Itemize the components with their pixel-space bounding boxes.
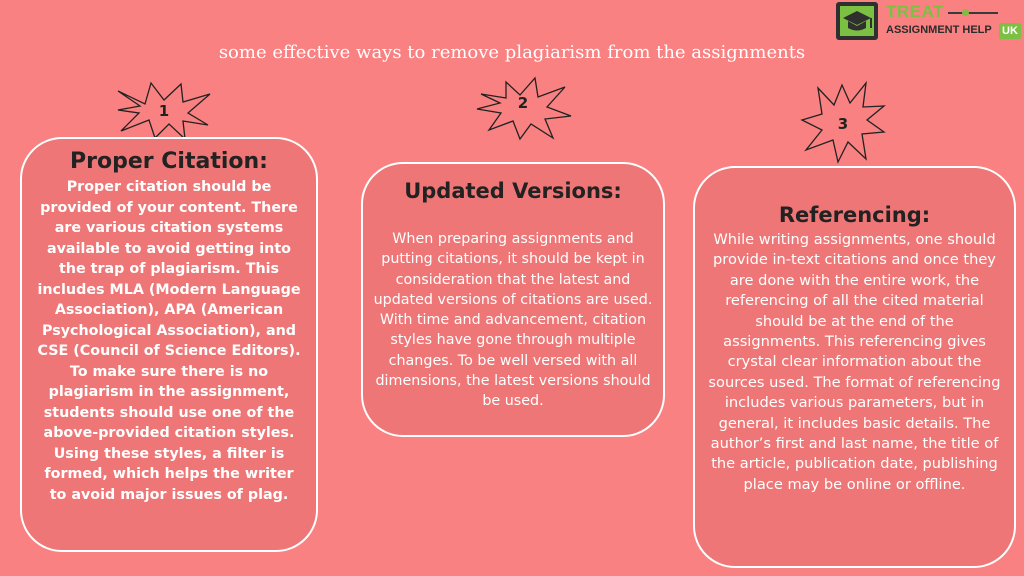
graduation-cap-icon [836, 2, 878, 40]
logo-brand-text: TREAT [886, 2, 944, 21]
step-3-heading: Referencing: [778, 203, 931, 227]
step-1-card [20, 137, 318, 552]
step-3-body: While writing assignments, one should provide in-text citations and once they are done with the entire work, the referencing of all the cited material should be at the end of the assignments. This referencing gives crystal clear information about the sources used. The format of referencing includes various parameters, but in general, it includes basic details. The author’s first and last name, the title of the article, publication date, publishing place may be online or offline. [708, 231, 1001, 493]
step-1-burst [115, 80, 213, 142]
logo-line [948, 12, 998, 14]
step-2-body: When preparing assignments and putting citations, it should be kept in consideration that the latest and updated versions of citations are used. With time and advancement, citation styles have gone through multiple changes. To be well versed with all dimensions, the latest versions should be used. [373, 231, 653, 410]
logo-dot [962, 9, 969, 16]
step-2-number: 2 [517, 94, 529, 112]
step-1-number: 1 [158, 102, 170, 120]
step-2-burst [473, 76, 573, 142]
step-2-card [361, 162, 665, 437]
step-1-body: Proper citation should be provided of your content. There are various citation systems available to avoid getting into the trap of plagiarism. This includes MLA (Modern Language Association), APA (American Psychological Association), and CSE (Council of Science Editors). To make sure there is no plagiarism in the assignment, students should use one of the above-provided citation styles. Using these styles, a filter is formed, which helps the writer to avoid major issues of plag. [37, 179, 301, 503]
logo-badge: UK [999, 23, 1021, 39]
logo-tagline: ASSIGNMENT HELP [886, 24, 992, 36]
step-2-heading: Updated Versions: [404, 179, 622, 203]
step-3-number: 3 [837, 115, 849, 133]
step-3-burst [800, 80, 886, 164]
step-3-card [693, 166, 1016, 568]
step-1-heading: Proper Citation: [70, 149, 268, 174]
brand-logo [836, 2, 1024, 40]
slide-title: some effective ways to remove plagiarism from the assignments [218, 42, 806, 63]
